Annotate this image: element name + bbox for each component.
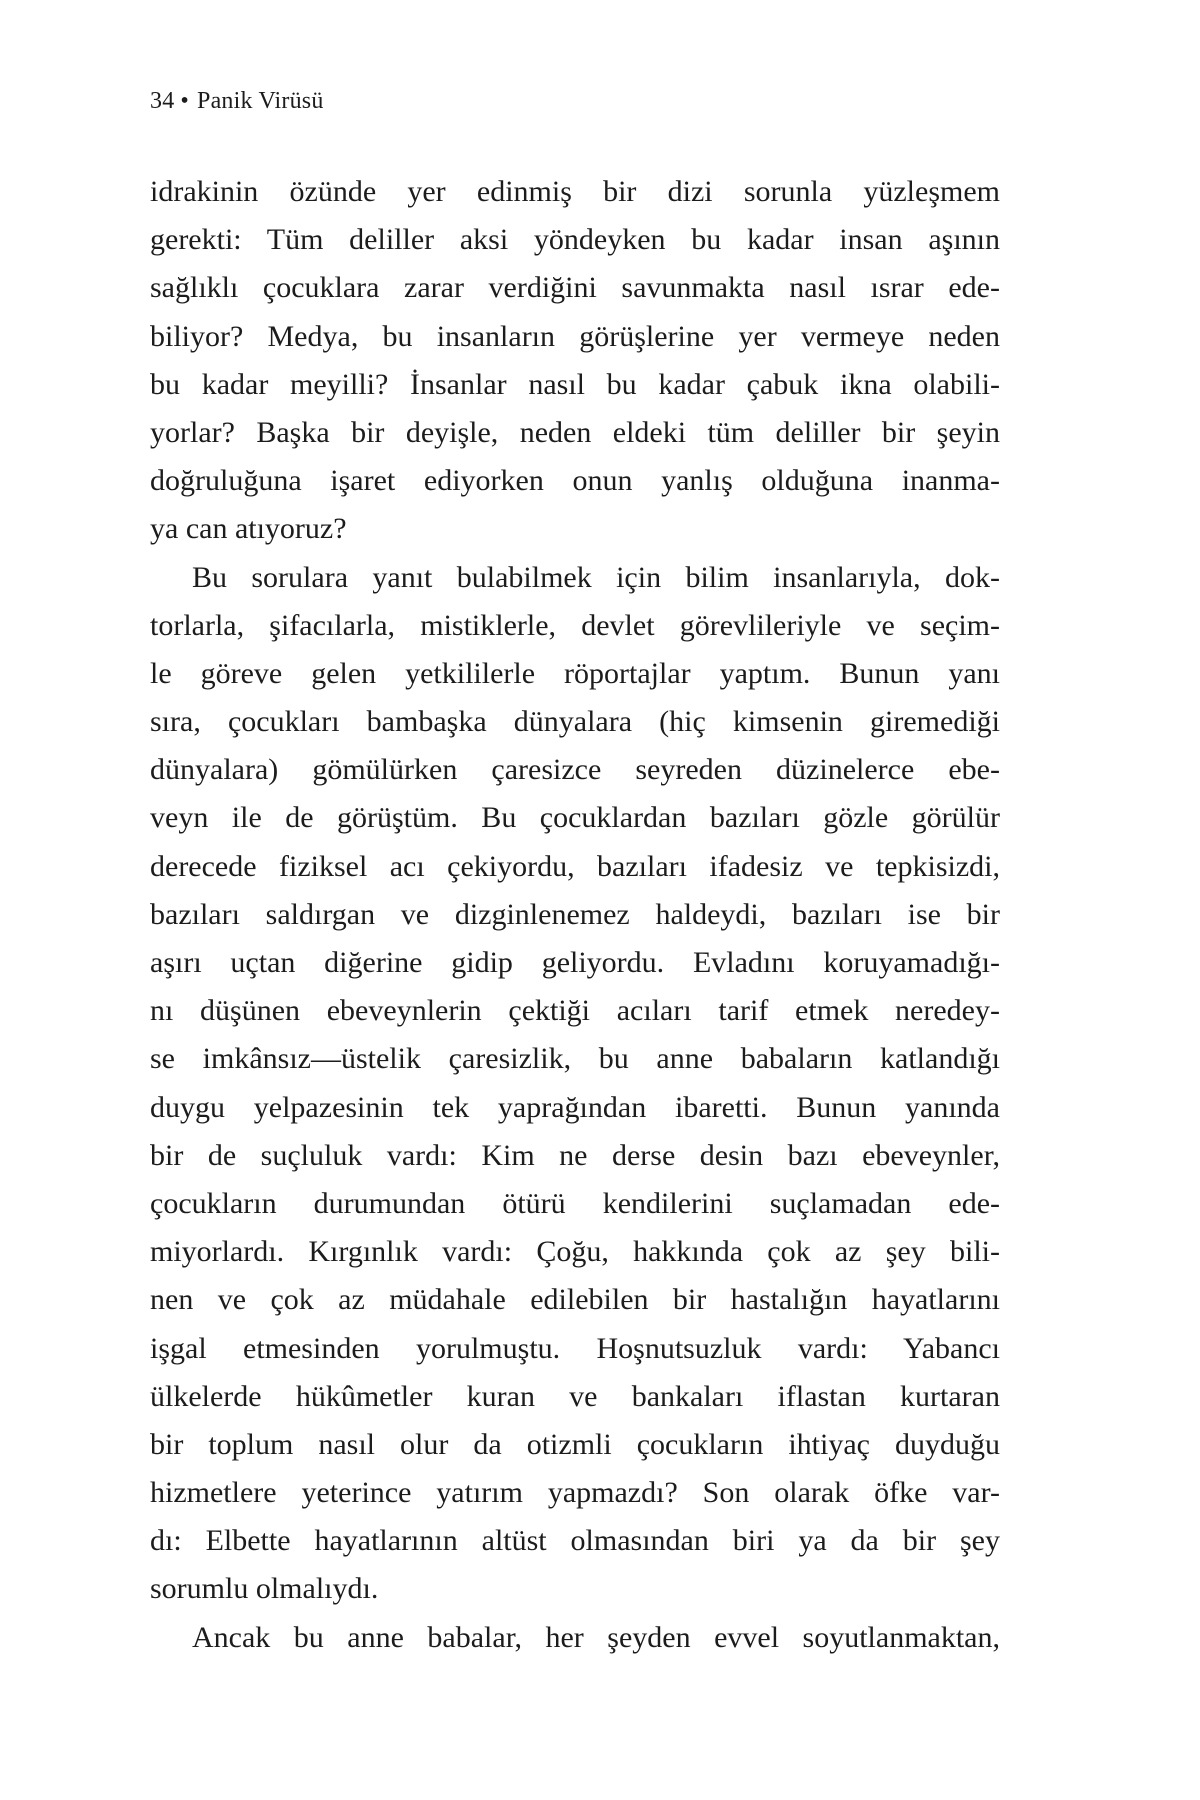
header-separator: • — [180, 88, 190, 114]
text-line: sağlıklı çocuklara zarar verdiğini savunmakta nasıl ısrar ede- — [150, 271, 1000, 305]
text-line: bazıları saldırgan ve dizginlenemez haldeydi, bazıları ise bir — [150, 897, 1000, 931]
text-line: le göreve gelen yetkililerle röportajlar yaptım. Bunun yanı — [150, 656, 1000, 690]
text-line: idrakinin özünde yer edinmiş bir dizi sorunla yüzleşmem — [150, 175, 1000, 208]
text-line: torlarla, şifacılarla, mistiklerle, devlet görevlileriyle ve seçim- — [150, 608, 1000, 642]
text-line: gerekti: Tüm deliller aksi yöndeyken bu kadar insan aşının — [150, 223, 1000, 257]
text-line: sıra, çocukları bambaşka dünyalara (hiç kimsenin giremediği — [150, 705, 1000, 739]
text-line: Ancak bu anne babalar, her şeyden evvel soyutlanmaktan, — [192, 1620, 1000, 1654]
text-line: bu kadar meyilli? İnsanlar nasıl bu kadar çabuk ikna olabili- — [150, 367, 1000, 401]
page-number: 34 — [150, 88, 175, 114]
text-line: derecede fiziksel acı çekiyordu, bazıları ifadesiz ve tepkisizdi, — [150, 849, 1000, 883]
text-line: çocukların durumundan ötürü kendilerini suçlamadan ede- — [150, 1186, 1000, 1220]
text-line: duygu yelpazesinin tek yaprağından ibaretti. Bunun yanında — [150, 1090, 1000, 1124]
body-text — [150, 168, 1000, 1662]
text-line: sorumlu olmalıydı. — [150, 1572, 379, 1606]
text-line: biliyor? Medya, bu insanların görüşlerine yer vermeye neden — [150, 319, 1000, 353]
text-line: ya can atıyoruz? — [150, 512, 347, 546]
text-line: bir toplum nasıl olur da otizmli çocukların ihtiyaç duyduğu — [150, 1427, 1000, 1461]
text-line: yorlar? Başka bir deyişle, neden eldeki tüm deliller bir şeyin — [150, 415, 1000, 449]
text-line: miyorlardı. Kırgınlık vardı: Çoğu, hakkında çok az şey bili- — [150, 1235, 1000, 1269]
text-line: nı düşünen ebeveynlerin çektiği acıları tarif etmek neredey- — [150, 994, 1000, 1028]
text-line: dünyalara) gömülürken çaresizce seyreden düzinelerce ebe- — [150, 753, 1000, 787]
text-line: doğruluğuna işaret ediyorken onun yanlış olduğuna inanma- — [150, 464, 1000, 498]
text-line: aşırı uçtan diğerine gidip geliyordu. Evladını koruyamadığı- — [150, 946, 1000, 979]
text-line: işgal etmesinden yorulmuştu. Hoşnutsuzluk vardı: Yabancı — [150, 1331, 1000, 1365]
text-line: nen ve çok az müdahale edilebilen bir hastalığın hayatlarını — [150, 1283, 1000, 1317]
running-header — [150, 86, 324, 116]
text-line: ülkelerde hükûmetler kuran ve bankaları iflastan kurtaran — [150, 1379, 1000, 1413]
text-line: se imkânsız—üstelik çaresizlik, bu anne babaların katlandığı — [150, 1042, 1000, 1076]
text-line: veyn ile de görüştüm. Bu çocuklardan bazıları gözle görülür — [150, 801, 1000, 835]
text-line: hizmetlere yeterince yatırım yapmazdı? Son olarak öfke var- — [150, 1476, 1000, 1510]
text-line: bir de suçluluk vardı: Kim ne derse desin bazı ebeveynler, — [150, 1138, 1000, 1172]
book-title: Panik Virüsü — [197, 88, 324, 114]
text-line: Bu sorulara yanıt bulabilmek için bilim insanlarıyla, dok- — [192, 560, 1000, 594]
text-line: dı: Elbette hayatlarının altüst olmasından biri ya da bir şey — [150, 1524, 1000, 1558]
